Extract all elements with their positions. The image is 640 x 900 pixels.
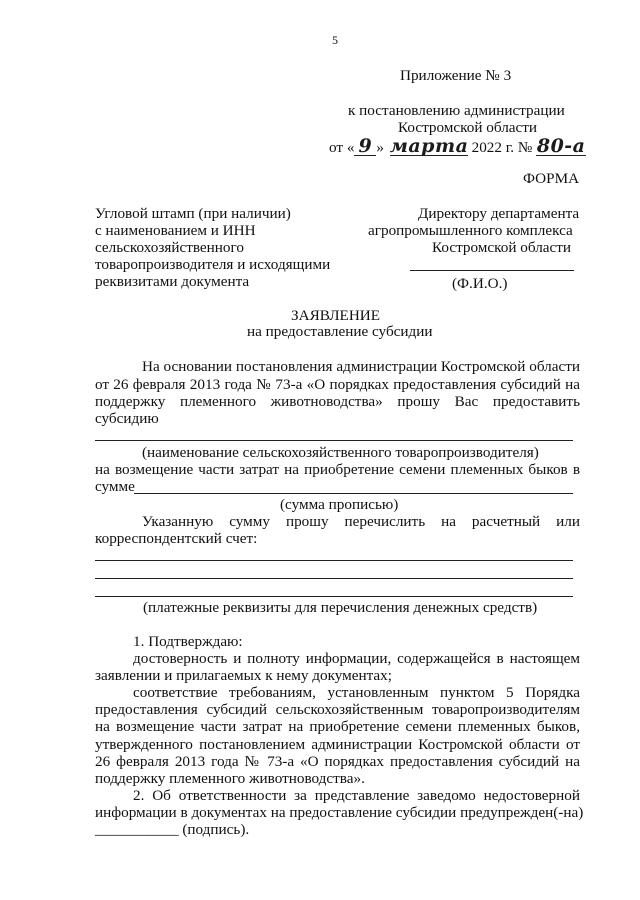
confirm1-line2: заявлении и прилагаемых к нему документах; xyxy=(95,667,392,684)
confirm2-line6: поддержку племенного животноводства». xyxy=(95,770,365,787)
stamp-line-2: с наименованием и ИНН xyxy=(95,222,256,239)
appendix-label: Приложение № 3 xyxy=(400,67,512,84)
addressee-line-1: Директору департамента xyxy=(418,205,580,222)
confirm2-line5: 26 февраля 2013 года № 73-а «О порядках предоставления субсидий на xyxy=(95,753,580,770)
producer-name-line xyxy=(95,440,573,441)
decree-date-line xyxy=(329,135,586,157)
confirm2-line1: соответствие требованиям, установленным пунктом 5 Порядка xyxy=(133,684,580,701)
stamp-line-5: реквизитами документа xyxy=(95,273,250,290)
para1-line4: субсидию xyxy=(95,410,159,427)
date-prefix: от « xyxy=(329,139,355,156)
signature-line xyxy=(95,821,249,839)
fio-blank-line xyxy=(410,270,574,271)
document-subtitle: на предоставление субсидии xyxy=(247,323,433,340)
confirm2-line2: предоставления субсидий сельскохозяйственным товаропроизводителям xyxy=(95,701,580,718)
sum-line xyxy=(134,493,573,494)
date-month-handwritten: марта xyxy=(389,135,469,157)
document-title: ЗАЯВЛЕНИЕ xyxy=(291,307,381,324)
stamp-line-3: сельскохозяйственного xyxy=(95,239,244,256)
doc-number-handwritten: 80-а xyxy=(536,135,586,157)
addressee-line-3: Костромской области xyxy=(432,239,572,256)
payment-caption: (платежные реквизиты для перечисления денежных средств) xyxy=(143,599,538,616)
decree-line-1: к постановлению администрации xyxy=(348,102,565,119)
para4-line2: информации в документах на предоставление субсидии предупрежден(-на) xyxy=(95,804,584,821)
page-number: 5 xyxy=(332,33,338,47)
stamp-line-4: товаропроизводителя и исходящими xyxy=(95,256,331,273)
para4-line1: 2. Об ответственности за представление заведомо недостоверной xyxy=(133,787,580,804)
para1-line3: поддержку племенного животноводства» прошу Вас предоставить xyxy=(95,393,580,410)
payment-line-3 xyxy=(95,596,573,597)
para2-line2: сумме xyxy=(95,478,135,495)
confirm-title: 1. Подтверждаю: xyxy=(133,633,243,650)
decree-line-2: Костромской области xyxy=(398,119,538,136)
signature-caption: (подпись). xyxy=(182,821,250,838)
payment-line-2 xyxy=(95,578,573,579)
fio-caption: (Ф.И.О.) xyxy=(452,275,508,292)
confirm2-line4: утвержденного постановлением администрации Костромской области от xyxy=(95,736,580,753)
sum-caption: (сумма прописью) xyxy=(280,496,399,513)
para1-line2: от 26 февраля 2013 года № 73-а «О порядках предоставления субсидий на xyxy=(95,376,580,393)
payment-line-1 xyxy=(95,560,573,561)
stamp-line-1: Угловой штамп (при наличии) xyxy=(95,205,291,222)
date-day-handwritten: 9 xyxy=(354,135,376,157)
signature-blank: ___________ xyxy=(95,821,179,838)
para1-line1: На основании постановления администрации Костромской области xyxy=(142,358,580,375)
date-mid: » xyxy=(376,139,385,156)
confirm1-line1: достоверность и полноту информации, содержащейся в настоящем xyxy=(133,650,580,667)
para3-line2: корреспондентский счет: xyxy=(95,530,258,547)
addressee-line-2: агропромышленного комплекса xyxy=(368,222,573,239)
para2-line1: на возмещение части затрат на приобретение семени племенных быков в xyxy=(95,461,580,478)
confirm2-line3: на возмещение части затрат на приобретение семени племенных быков, xyxy=(95,718,580,735)
producer-caption: (наименование сельскохозяйственного товаропроизводителя) xyxy=(142,444,539,461)
para3-line1: Указанную сумму прошу перечислить на расчетный или xyxy=(142,513,580,530)
form-label: ФОРМА xyxy=(523,170,580,187)
date-year: 2022 г. № xyxy=(471,139,533,156)
